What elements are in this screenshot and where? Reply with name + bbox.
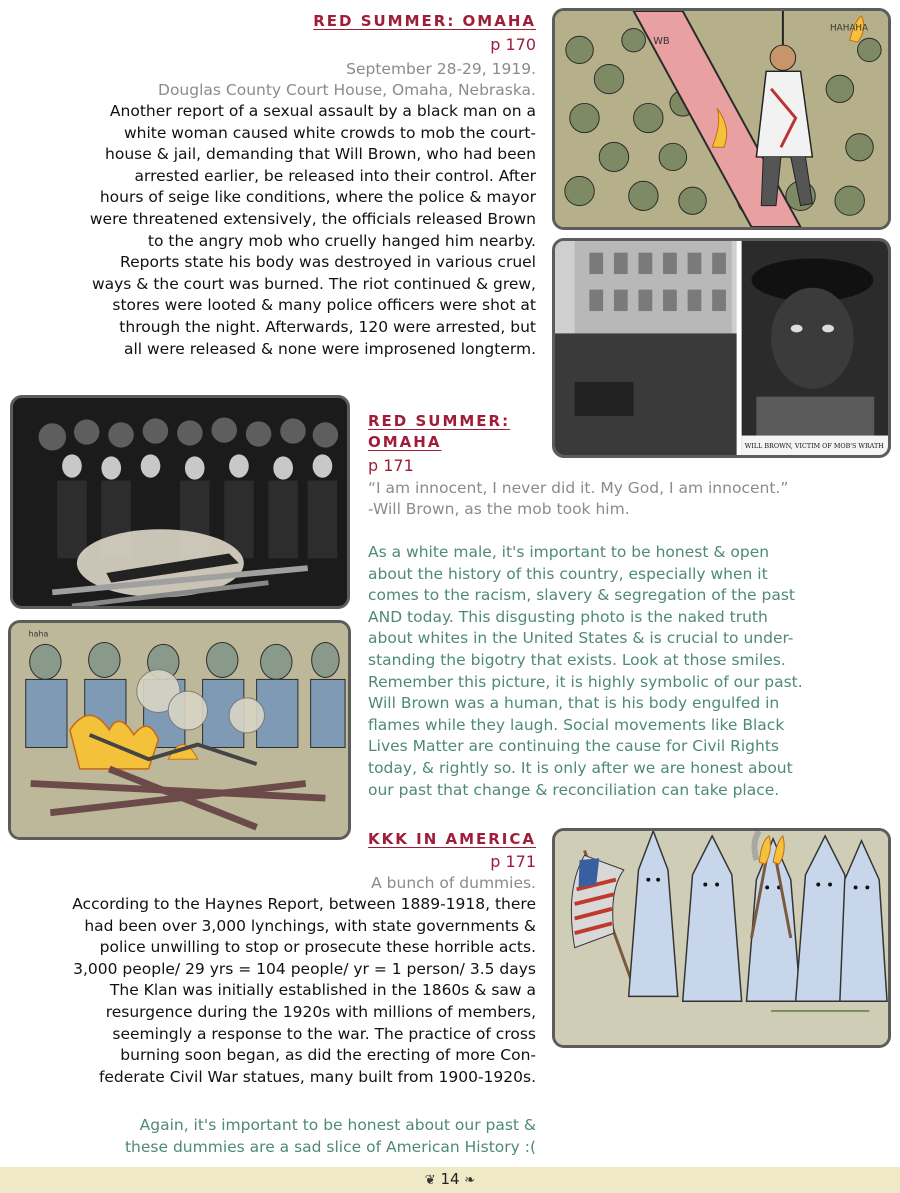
painting-laugh-text: haha — [28, 629, 49, 639]
closing-line: these dummies are a sad slice of American History :( — [124, 1137, 536, 1156]
body-line: were threatened extensively, the officials released Brown — [89, 209, 536, 228]
kkk-painting — [552, 828, 891, 1048]
burning-painting — [8, 620, 351, 840]
body-line: seemingly a response to the war. The practice of cross — [112, 1024, 536, 1043]
section2-heading-line1: RED SUMMER: — [368, 412, 511, 430]
section3-closing — [4, 1115, 536, 1158]
section1-page: p 170 — [490, 35, 536, 54]
body-line: comes to the racism, slavery & segregation of the past — [368, 586, 795, 605]
body-line: about the history of this country, especially when it — [368, 564, 768, 583]
section2-quote: “I am innocent, I never did it. My God, I am innocent.” — [368, 479, 789, 497]
body-line: our past that change & reconciliation can take place. — [368, 780, 780, 799]
section2-page: p 171 — [368, 456, 414, 475]
body-line: Lives Matter are continuing the cause for Civil Rights — [368, 737, 779, 756]
body-line: resurgence during the 1920s with millions of members, — [105, 1002, 536, 1021]
pole-text: WB — [653, 36, 670, 48]
body-line: all were released & none were improsened longterm. — [123, 339, 536, 358]
section3-heading: KKK IN AMERICA — [368, 830, 536, 848]
body-line: As a white male, it's important to be honest & open — [368, 543, 770, 561]
laugh-text: HAHAHA — [830, 23, 869, 34]
body-line: standing the bigotry that exists. Look at those smiles. — [368, 650, 786, 669]
body-line: 3,000 people/ 29 yrs = 104 people/ yr = 1 person/ 3.5 days — [73, 959, 536, 978]
body-line: burning soon began, as did the erecting of more Con- — [120, 1046, 536, 1065]
body-line: about whites in the United States & is crucial to under- — [368, 629, 794, 648]
burning-photo — [10, 395, 350, 609]
lynching-painting — [552, 8, 891, 230]
body-line: According to the Haynes Report, between 1889-1918, there — [72, 895, 536, 913]
page-number — [0, 1170, 900, 1188]
section2-body — [368, 542, 898, 801]
body-line: AND today. This disgusting photo is the naked truth — [368, 607, 768, 626]
body-line: white woman caused white crowds to mob the court- — [123, 123, 536, 142]
page-number-value: 14 — [440, 1170, 460, 1188]
historical-photos — [552, 238, 891, 458]
body-line: Another report of a sexual assault by a black man on a — [109, 102, 536, 120]
photo-caption: WILL BROWN, VICTIM OF MOB'S WRATH — [744, 443, 884, 451]
body-line: Reports state his body was destroyed in various cruel — [120, 253, 536, 272]
body-line: The Klan was initially established in the 1860s & saw a — [109, 981, 536, 1000]
body-line: police unwilling to stop or prosecute these horrible acts. — [99, 938, 536, 957]
ornament-right-icon: ❧ — [464, 1173, 476, 1188]
body-line: hours of seige like conditions, where the police & mayor — [99, 188, 536, 207]
section3-page: p 171 — [490, 852, 536, 871]
body-line: federate Civil War statues, many built from 1900-1920s. — [98, 1067, 536, 1086]
body-line: had been over 3,000 lynchings, with state governments & — [84, 916, 536, 935]
body-line: stores were looted & many police officers were shot at — [112, 296, 536, 315]
body-line: through the night. Afterwards, 120 were arrested, but — [119, 317, 536, 336]
section2-heading-line2: OMAHA — [368, 433, 442, 451]
section1-place: Douglas County Court House, Omaha, Nebraska. — [158, 81, 536, 99]
section2-quote-attribution: -Will Brown, as the mob took him. — [368, 500, 630, 518]
body-line: to the angry mob who cruelly hanged him nearby. — [147, 231, 536, 250]
section3-body — [4, 894, 536, 1088]
body-line: today, & rightly so. It is only after we are honest about — [368, 758, 793, 777]
footer-band — [0, 1167, 900, 1193]
body-line: house & jail, demanding that Will Brown, who had been — [105, 145, 536, 164]
body-line: ways & the court was burned. The riot continued & grew, — [91, 274, 536, 293]
body-line: flames while they laugh. Social movements like Black — [368, 715, 785, 734]
section1-heading: RED SUMMER: OMAHA — [313, 12, 536, 30]
section1-body — [6, 101, 536, 360]
body-line: Will Brown was a human, that is his body engulfed in — [368, 694, 780, 713]
body-line: Remember this picture, it is highly symbolic of our past. — [368, 672, 803, 691]
ornament-left-icon: ❦ — [424, 1173, 436, 1188]
closing-line: Again, it's important to be honest about our past & — [139, 1116, 536, 1134]
section3-caption: A bunch of dummies. — [371, 874, 536, 892]
section1-date: September 28-29, 1919. — [346, 60, 536, 78]
body-line: arrested earlier, be released into their control. After — [134, 166, 536, 185]
